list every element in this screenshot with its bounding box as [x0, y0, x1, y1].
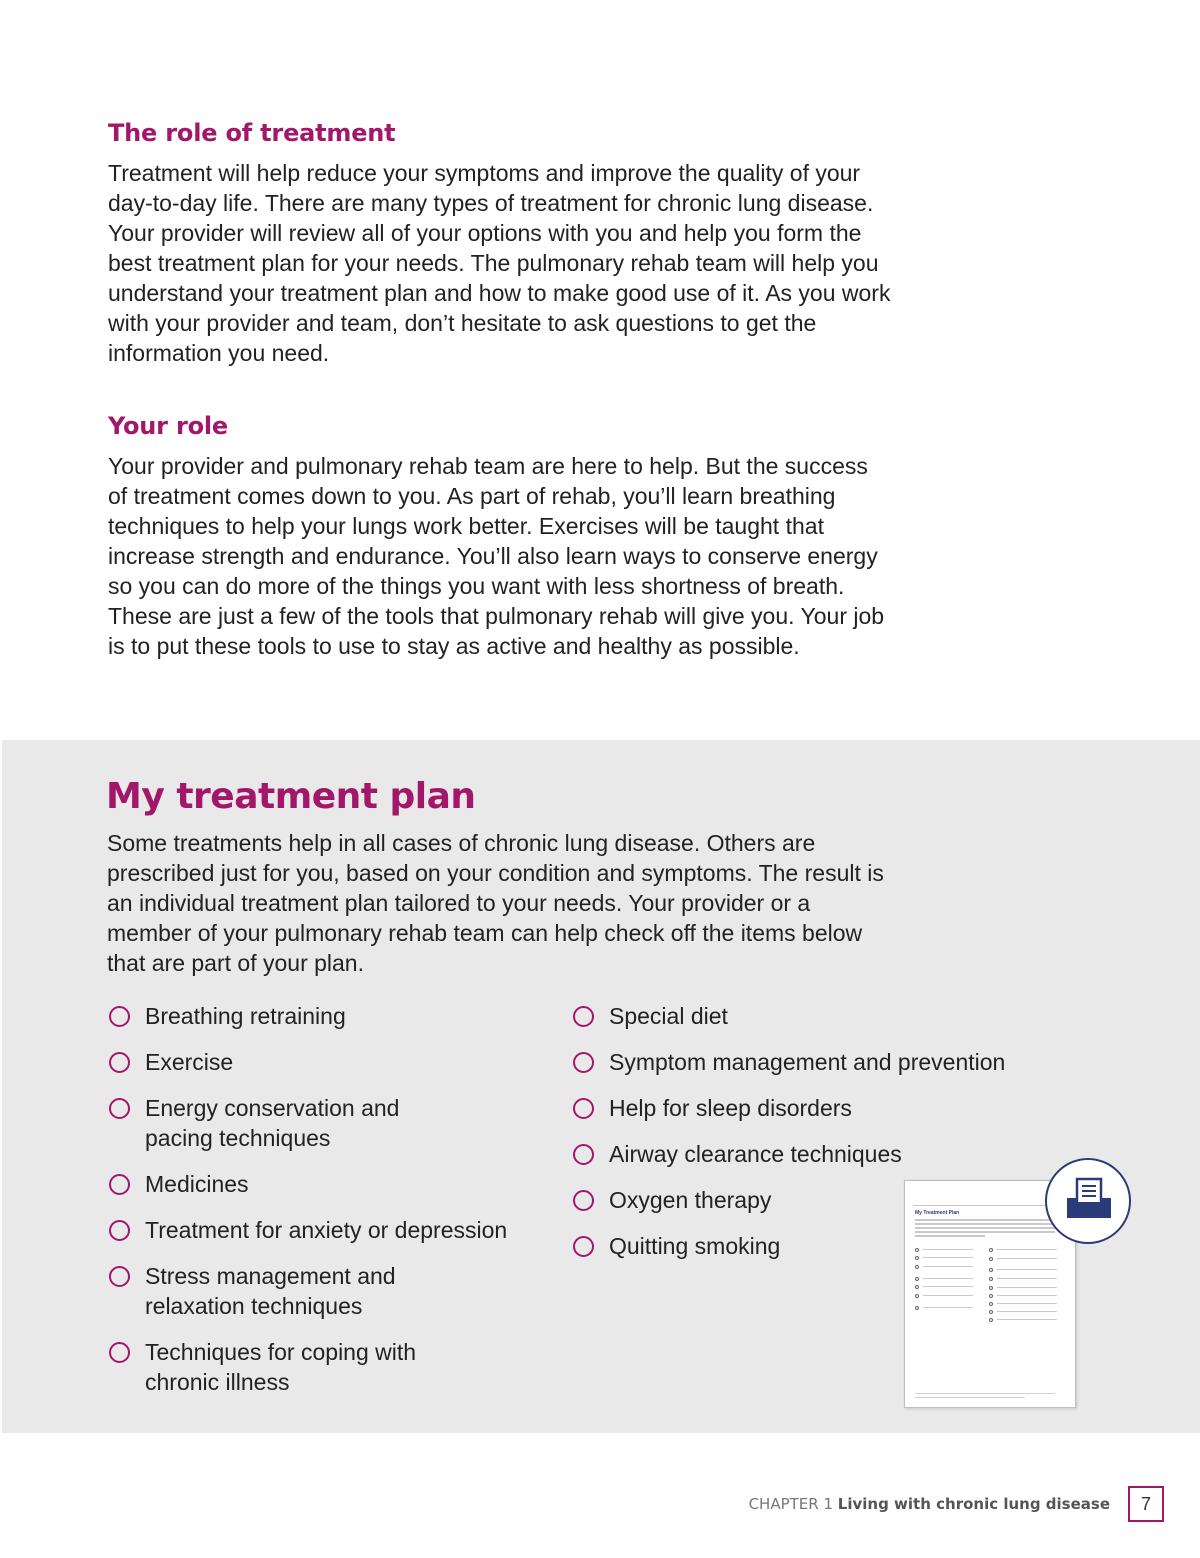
handout-checkbox-icon [989, 1310, 993, 1314]
footer-chapter-label: CHAPTER 1 [748, 1495, 834, 1513]
handout-item-line [997, 1249, 1057, 1250]
checkbox-circle-icon[interactable] [573, 1236, 594, 1257]
checkbox-circle-icon[interactable] [109, 1006, 130, 1027]
checklist-item-label: Medicines [145, 1171, 249, 1197]
your-role-heading: Your role [108, 412, 228, 440]
handout-item-line [923, 1286, 973, 1287]
printer-icon [1047, 1160, 1133, 1246]
handout-checkbox-icon [989, 1248, 993, 1252]
handout-checkbox-icon [915, 1306, 919, 1310]
checklist-item-label: Special diet [609, 1003, 728, 1029]
handout-checkbox-icon [989, 1318, 993, 1322]
handout-checkbox-icon [989, 1268, 993, 1272]
role-of-treatment-body: Treatment will help reduce your symptoms and improve the quality of your day-to-day life. There are many types of treatment for chronic lung disease. Your provider will review all of your options with you and help you form the best treatment plan for your needs. The pulmonary rehab team will help you understand your treatment plan and how to make good use of it. As you work with your provider and team, don’t hesitate to ask questions to get the information you need. [108, 160, 891, 366]
checkbox-circle-icon[interactable] [109, 1342, 130, 1363]
handout-item-line [997, 1278, 1057, 1279]
handout-paragraph-line [915, 1235, 985, 1237]
checklist-item-label: Quitting smoking [609, 1233, 781, 1259]
checklist-item[interactable] [573, 1139, 1043, 1169]
checkbox-circle-icon[interactable] [573, 1144, 594, 1165]
role-of-treatment-heading: The role of treatment [108, 119, 396, 147]
checklist-item-label: Exercise [145, 1049, 234, 1075]
footer-chapter [749, 1493, 1110, 1515]
checklist-item[interactable] [109, 1215, 549, 1245]
checkbox-circle-icon[interactable] [109, 1098, 130, 1119]
role-of-treatment-section [108, 118, 908, 368]
handout-checkbox-icon [989, 1302, 993, 1306]
handout-item-line [923, 1278, 973, 1279]
handout-checkbox-icon [915, 1256, 919, 1260]
handout-checkbox-icon [989, 1286, 993, 1290]
handout-item-line [923, 1249, 973, 1250]
checklist-item-label: Symptom management and prevention [609, 1049, 1006, 1075]
handout-item-line [997, 1258, 1057, 1259]
handout-checkbox-icon [915, 1277, 919, 1281]
checklist-item[interactable] [109, 1169, 549, 1199]
handout-checkbox-icon [989, 1277, 993, 1281]
handout-item-line [997, 1311, 1057, 1312]
handout-item-line [997, 1319, 1057, 1320]
printable-handout-badge[interactable] [1045, 1158, 1131, 1244]
handout-item-line [923, 1295, 973, 1296]
handout-checkbox-icon [989, 1257, 993, 1261]
checkbox-circle-icon[interactable] [573, 1190, 594, 1211]
treatment-plan-title: My treatment plan [106, 776, 476, 817]
checklist-item[interactable] [109, 1261, 409, 1321]
checklist-item[interactable] [109, 1001, 549, 1031]
checklist-item[interactable] [109, 1093, 409, 1153]
checklist-item-label: Help for sleep disorders [609, 1095, 852, 1121]
checklist-item-label: Energy conservation and pacing techniques [145, 1095, 400, 1151]
checkbox-circle-icon[interactable] [573, 1052, 594, 1073]
handout-checkbox-icon [915, 1294, 919, 1298]
checklist-item[interactable] [573, 1093, 1043, 1123]
checkbox-circle-icon[interactable] [109, 1220, 130, 1241]
checkbox-circle-icon[interactable] [573, 1006, 594, 1027]
checklist-item-label: Airway clearance techniques [609, 1141, 902, 1167]
handout-paragraph-line [915, 1223, 1055, 1225]
checklist-item-label: Stress management and relaxation techniques [145, 1263, 396, 1319]
handout-checkbox-icon [915, 1285, 919, 1289]
handout-footer-line [915, 1397, 1025, 1398]
handout-paragraph-line [915, 1219, 1055, 1221]
your-role-body: Your provider and pulmonary rehab team are here to help. But the success of treatment comes down to you. As part of rehab, you’ll learn breathing techniques to help your lungs work better. Exercises will be taught that increase strength and endurance. You’ll also learn ways to conserve energy so you can do more of the things you want with less shortness of breath. These are just a few of the tools that pulmonary rehab will give you. Your job is to put these tools to use to stay as active and healthy as possible. [108, 453, 885, 659]
checklist-item[interactable] [573, 1001, 1043, 1031]
footer-chapter-title: Living with chronic lung disease [837, 1495, 1110, 1513]
handout-checkbox-icon [915, 1248, 919, 1252]
checkbox-circle-icon[interactable] [109, 1266, 130, 1287]
your-role-section [108, 411, 908, 661]
checklist-item-label: Techniques for coping with chronic illness [145, 1339, 417, 1395]
handout-item-line [997, 1295, 1057, 1296]
checkbox-circle-icon[interactable] [109, 1174, 130, 1195]
handout-item-line [923, 1257, 973, 1258]
handout-paragraph-line [915, 1227, 1055, 1229]
handout-checkbox-icon [915, 1265, 919, 1269]
checklist-item-label: Breathing retraining [145, 1003, 346, 1029]
checklist-item-label: Treatment for anxiety or depression [145, 1217, 508, 1243]
handout-item-line [923, 1266, 973, 1267]
handout-item-line [997, 1269, 1057, 1270]
checklist-item[interactable] [573, 1047, 1043, 1077]
checkbox-circle-icon[interactable] [573, 1098, 594, 1119]
checkbox-circle-icon[interactable] [109, 1052, 130, 1073]
page-number: 7 [1128, 1486, 1164, 1522]
handout-item-line [923, 1307, 973, 1308]
treatment-plan-intro: Some treatments help in all cases of chronic lung disease. Others are prescribed just for you, based on your condition and symptoms. The result is an individual treatment plan tailored to your needs. Your provider or a member of your pulmonary rehab team can help check off the items below that are part of your plan. [107, 830, 884, 976]
checklist-left [109, 1001, 549, 1413]
handout-title: My Treatment Plan [915, 1210, 960, 1216]
checklist-item[interactable] [109, 1337, 429, 1397]
checklist-item[interactable] [109, 1047, 549, 1077]
handout-item-line [997, 1303, 1057, 1304]
handout-footer-line [915, 1393, 1055, 1394]
checklist-item-label: Oxygen therapy [609, 1187, 772, 1213]
handout-checkbox-icon [989, 1294, 993, 1298]
handout-item-line [997, 1287, 1057, 1288]
handout-paragraph-line [915, 1231, 1055, 1233]
